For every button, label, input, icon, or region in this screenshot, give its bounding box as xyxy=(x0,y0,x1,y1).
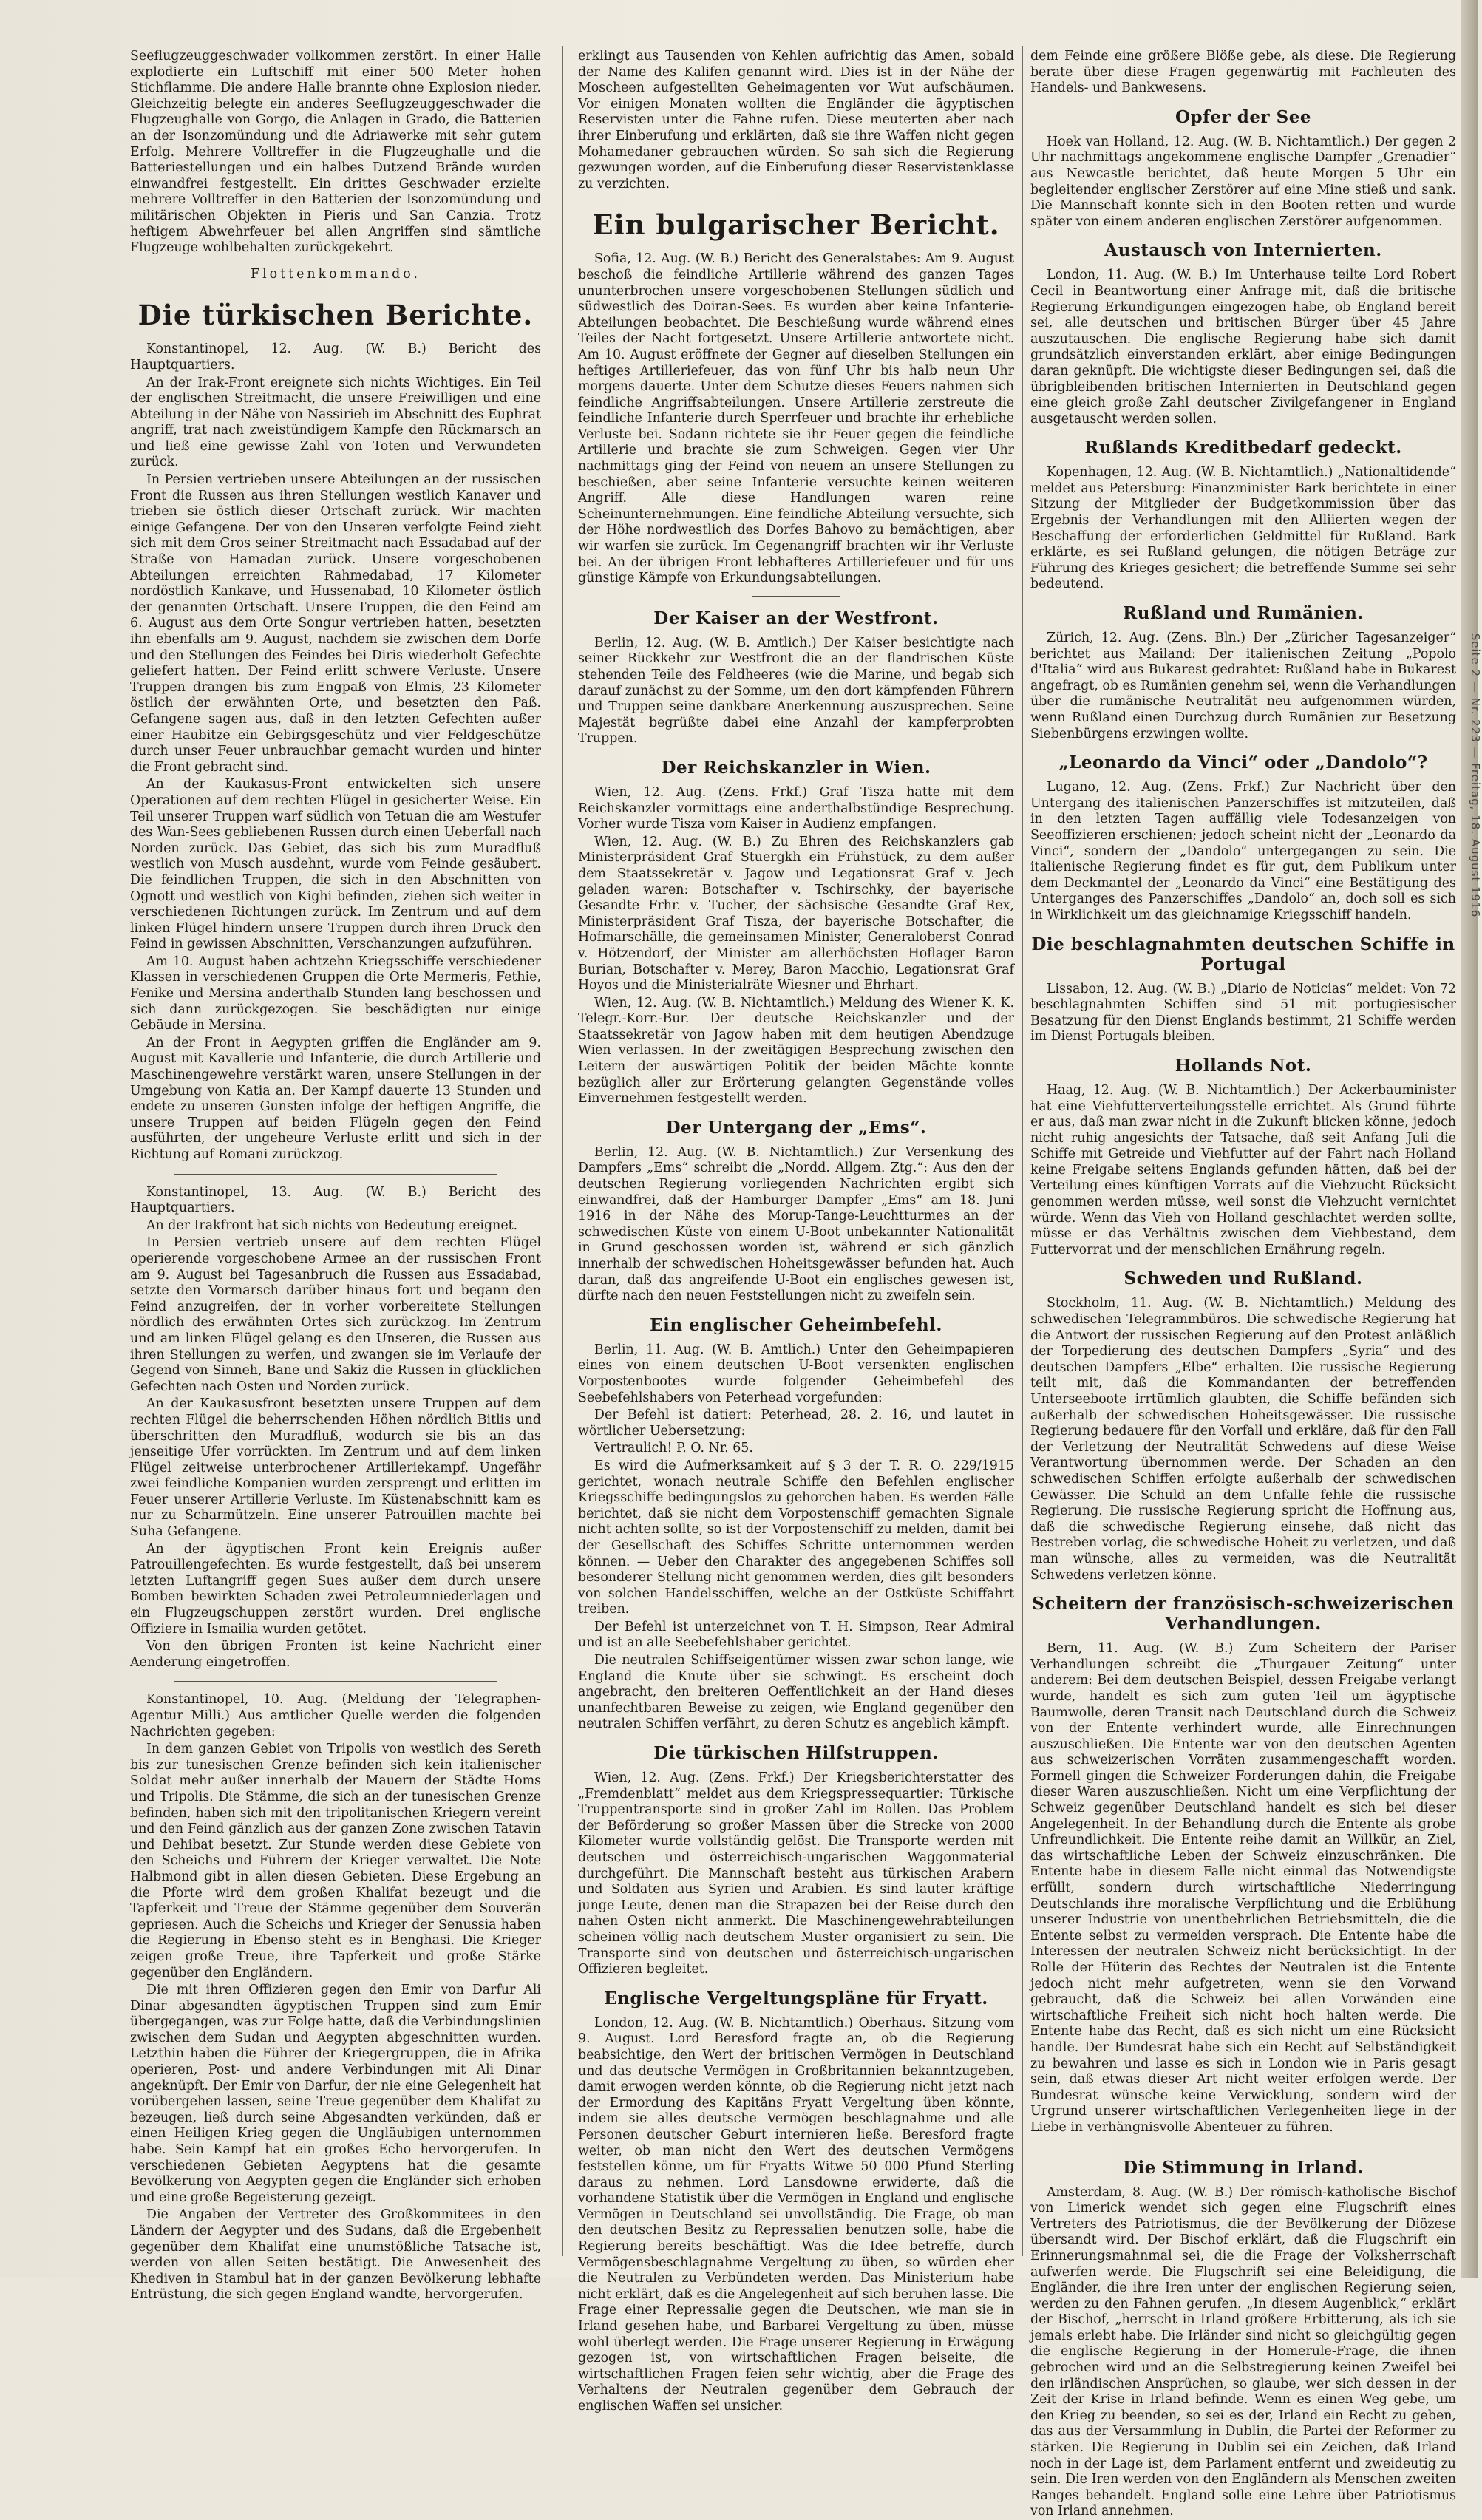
article-paragraph: An der Irak-Front ereignete sich nichts Wichtiges. Ein Teil der englischen Streitmacht, die unsere Freiwilligen und eine Abteilung in der Nähe von Nassirieh im Abschnitt des Euphrat angriff, trat nach zweistündigem Kampfe den Rückmarsch an und ließ eine gewisse Zahl von Toten und Verwundeten zurück. xyxy=(130,375,541,470)
article-headline: Ein englischer Geheimbefehl. xyxy=(650,1314,942,1335)
side-margin-text: Seite 2 — Nr. 223 — Freitag, 18. August 1916 xyxy=(1469,633,1482,918)
column-divider xyxy=(1022,46,1023,2256)
article-signature: Flottenkommando. xyxy=(251,266,421,282)
column-left xyxy=(130,49,541,2303)
article-paragraph: Haag, 12. Aug. (W. B. Nichtamtlich.) Der Ackerbauminister hat eine Viehfutterverteilungsstelle errichtet. Als Grund führte er aus, daß man zwar nicht in die Zukunft blicken könne, jedoch nicht ruhig angesichts der Tatsache, daß seit Anfang Juli die Schiffe mit Getreide und Viehfutter auf der Fahrt nach Holland keine Freigabe seitens Englands gefunden hätten, daß bei der Verteilung eines künftigen Vorrats auf die Viehzucht Rücksicht genommen werden müsse, weil sonst die Viehzucht vernichtet würde. Wenn das Vieh von Holland geschlachtet werden sollte, müsse er das Verhältnis zwischen dem Viehbestand, dem Futtervorrat und der menschlichen Ernährung regeln. xyxy=(1030,1082,1456,1257)
article-paragraph: An der Kaukasusfront besetzten unsere Truppen auf dem rechten Flügel die beherrschenden Höhen nördlich Bitlis und überschritten den Muradfluß, wodurch sie bis an das jenseitige Ufer vorrückten. Im Zentrum und auf dem linken Flügel zeitweise unterbrochener Artilleriekampf. Ungefähr zwei feindliche Kompanien wurden zersprengt und erlitten im Feuer unserer Artillerie Verluste. Im Küstenabschnitt kam es nur zu Scharmützeln. Eine unserer Patrouillen machte bei Suha Gefangene. xyxy=(130,1396,541,1540)
article-paragraph: Berlin, 11. Aug. (W. B. Amtlich.) Unter den Geheimpapieren eines von einem deutschen U-Boot versenkten englischen Vorpostenbootes wurde folgender Geheimbefehl des Seebefehlshabers von Peterhead vorgefunden: xyxy=(578,1342,1014,1405)
article-headline: „Leonardo da Vinci“ oder „Dandolo“? xyxy=(1058,753,1428,773)
article-paragraph: Vertraulich! P. O. Nr. 65. xyxy=(594,1441,753,1456)
column-divider xyxy=(562,46,563,2256)
article-paragraph: Konstantinopel, 10. Aug. (Meldung der Telegraphen-Agentur Milli.) Aus amtlicher Quelle werden die folgenden Nachrichten gegeben: xyxy=(130,1692,541,1739)
article-paragraph: Hoek van Holland, 12. Aug. (W. B. Nichtamtlich.) Der gegen 2 Uhr nachmittags angekommene englische Dampfer „Grenadier“ aus Newcastle berichtet, daß heute Morgen 5 Uhr ein begleitender englischer Zerstörer auf eine Mine stieß und sank. Die Mannschaft konnte sich in den Booten retten und wurde später von einem anderen englischen Zerstörer aufgenommen. xyxy=(1030,134,1456,229)
article-paragraph: Bern, 11. Aug. (W. B.) Zum Scheitern der Pariser Verhandlungen schreibt die „Thurgauer Zeitung“ unter anderem: Bei dem deutschen Beispiel, dessen Freigabe verlangt wurde, handelt es sich zum guten Teil um ägyptische Baumwolle, deren Transit nach Deutschland durch die Schweiz von der Entente verhindert wurde, alle Einrechnungen auszuschließen. Die Entente war von den deutschen Agenten aus schweizerischen Vorräten zusammengeschafft worden. Formell gingen die Schweizer Forderungen dahin, die Freigabe dieser Waren auszuschließen. Nicht um eine Verpflichtung der Schweiz gegenüber Deutschland handelt es sich bei dieser Angelegenheit. In der Behandlung durch die Entente als grobe Unfreundlichkeit. Die Entente reihe damit an Willkür, an Ziel, das wirtschaftliche Leben der Schweiz einzuschränken. Die Entente habe in diesem Falle nicht einmal das Notwendigste erfüllt, sondern durch wirtschaftliche Niederringung Deutschlands ihre moralische Verpflichtung und die Erblühung unserer Industrie von unentbehrlichen Betriebsmitteln, die die Entente selbst zu vermeiden versprach. Die Entente habe die Interessen der neutralen Schweiz nicht berücksichtigt. In der Rolle der Hüterin des Rechtes der Neutralen ist die Entente jedoch nicht mehr aufgetreten, wenn sie den Vorwand gebraucht, daß die Schweiz bei allen Vorwänden eine wirtschaftliche Freiheit sich nicht hoch halten werde. Die Entente habe das Recht, daß es sich nicht um eine Rücksicht handle. Der Bundesrat habe sich ein Recht auf Selbständigkeit zu bewahren und lasse es sich in London wie in Paris gesagt sein, daß etwas dieser Art nicht weiter erfolgen werde. Der Bundesrat wünsche keine Verwicklung, sondern wird der Urgrund unserer wirtschaftlichen Verlegenheiten liege in der Liebe in verhängnisvolle Abenteuer zu führen. xyxy=(1030,1641,1456,2135)
article-headline: Hollands Not. xyxy=(1175,1055,1312,1076)
article-headline: Die beschlagnahmten deutschen Schiffe in Portugal xyxy=(1031,934,1455,974)
article-paragraph: London, 11. Aug. (W. B.) Im Unterhause teilte Lord Robert Cecil in Beantwortung einer Anfrage mit, daß die britische Regierung Erkundigungen eingezogen habe, ob England bereit sei, alle deutschen und britischen Bürger über 45 Jahre auszutauschen. Die englische Regierung habe sich damit grundsätzlich einverstanden erklärt, aber einige Bedingungen daran geknüpft. Die wichtigste dieser Bedingungen sei, daß die übrigbleibenden britischen Internierten in Deutschland gegen eine gleich große Zahl deutscher Zivilgefangener in England ausgetauscht werden sollen. xyxy=(1030,268,1456,427)
article-paragraph: Berlin, 12. Aug. (W. B. Amtlich.) Der Kaiser besichtigte nach seiner Rückkehr zur Westfront die an der flandrischen Küste stehenden Teile des Feldheeres (wie die Marine, und begab sich darauf zunächst zu der Somme, um den dort kämpfenden Führern und Truppen seine dankbare Anerkennung auszusprechen. Seine Majestät begrüßte dabei eine Anzahl der kampferprobten Truppen. xyxy=(578,635,1014,747)
article-headline: Die türkischen Berichte. xyxy=(137,299,534,332)
article-paragraph: Am 10. August haben achtzehn Kriegsschiffe verschiedener Klassen in verschiedenen Gruppen die Orte Mermeris, Fethie, Fenike und Mersina anderthalb Stunden lang beschossen und sich dann zurückgezogen. Sie beschädigten nur einige Gebäude in Mersina. xyxy=(130,954,541,1033)
section-divider xyxy=(174,1174,497,1175)
section-divider xyxy=(752,596,840,597)
article-paragraph: Es wird die Aufmerksamkeit auf § 3 der T. R. O. 229/1915 gerichtet, wonach neutrale Schiffe den Befehlen englischer Kriegsschiffe bedingungslos zu gehorchen haben. Es werden Fälle berichtet, daß sie nicht dem Vorpostenschiff gemachten Signale nicht achten sollte, so ist der Vorpostenschiff zu melden, damit bei der Gesellschaft des Schiffes Schritte unternommen werden können. — Ueber den Charakter des angegebenen Schiffes soll besonderer Stellung nicht genommen werden, dies gilt besonders von solchen Handelsschiffen, welche an der Ostküste Schiffahrt treiben. xyxy=(578,1458,1014,1617)
article-paragraph: Zürich, 12. Aug. (Zens. Bln.) Der „Züricher Tagesanzeiger“ berichtet aus Mailand: Der italienischen Zeitung „Popolo d'Italia“ wird aus Bukarest gedrahtet: Rußland habe in Bukarest angefragt, ob es Rumänien genehm sei, wenn die Verhandlungen über die rumänische Neutralität neu aufgenommen würden, wenn Rußland einen Durchzug durch Rumänien zur Besetzung Siebenbürgens erzwingen wollte. xyxy=(1030,631,1456,741)
article-paragraph: Die neutralen Schiffseigentümer wissen zwar schon lange, wie England die Knute über sie schwingt. Es erscheint doch angebracht, den breiteren Oeffentlichkeit an der Hand dieses unanfechtbaren Beweise zu zeigen, wie England gegenüber den neutralen Schiffen verfährt, zu deren Schutz es angeblich kämpft. xyxy=(578,1653,1014,1732)
article-paragraph: Kopenhagen, 12. Aug. (W. B. Nichtamtlich.) „Nationaltidende“ meldet aus Petersburg: Finanzminister Bark berichtete in einer Sitzung der Mitglieder der Budgetkommission über das Ergebnis der Verhandlungen mit den Alliierten wegen der Beschaffung der erforderlichen Geldmittel für Rußland. Bark erklärte, es sei Rußland gelungen, die nötigen Beträge zur Führung des Krieges gesichert; die betreffende Summe sei sehr bedeutend. xyxy=(1030,465,1456,592)
article-headline: Der Untergang der „Ems“. xyxy=(665,1117,927,1138)
article-headline: Scheitern der französisch-schweizerischen Verhandlungen. xyxy=(1032,1594,1455,1634)
article-paragraph: Die Angaben der Vertreter des Großkommitees in den Ländern der Aegypter und des Sudans, daß die Ergebenheit gegenüber dem Khalifat eine unumstößliche Tatsache ist, werden von allen Seiten bestätigt. Die Anwesenheit des Khediven in Stambul hat in der ganzen Bevölkerung lebhafte Entrüstung, die sich gegen England wandte, hervorgerufen. xyxy=(130,2207,541,2303)
article-headline: Der Reichskanzler in Wien. xyxy=(661,757,931,778)
article-paragraph: Lissabon, 12. Aug. (W. B.) „Diario de Noticias“ meldet: Von 72 beschlagnahmten Schiffen sind 51 mit portugiesischer Besatzung für den Dienst Englands bestimmt, 21 Schiffe werden im Dienst Portugals bleiben. xyxy=(1030,981,1456,1045)
article-headline: Austausch von Internierten. xyxy=(1104,240,1382,261)
article-paragraph: Die mit ihren Offizieren gegen den Emir von Darfur Ali Dinar abgesandten ägyptischen Truppen sind zum Emir übergegangen, was zur Folge hatte, daß die Verbindungslinien zwischen dem Sudan und Aegypten abgeschnitten wurden. Letzthin haben die Führer der Kriegergruppen, die in Afrika operieren, Post- und andere Verbindungen mit Ali Dinar angeknüpft. Der Emir von Darfur, der nie eine Gelegenheit hat vorübergehen lassen, seine Treue gegenüber dem Khalifat zu bezeugen, ließ durch seine Abgesandten verkünden, daß er einen Heiligen Krieg gegen die Ungläubigen unternommen habe. Sein Kampf hat ein großes Echo hervorgerufen. In verschiedenen Gebieten Aegyptens hat die gesamte Bevölkerung von Aegypten gegen die Engländer sich erhoben und eine große Begeisterung gezeigt. xyxy=(130,1983,541,2205)
article-paragraph: Seeflugzeuggeschwader vollkommen zerstört. In einer Halle explodierte ein Luftschiff mit einer 500 Meter hohen Stichflamme. Die andere Halle brannte ohne Explosion nieder. Gleichzeitig belegte ein anderes Seeflugzeuggeschwader die Flugzeughalle von Gorgo, die Anlagen in Grado, die Batterien an der Isonzomündung und die Adriawerke mit sehr gutem Erfolg. Mehrere Volltreffer in die Flugzeughalle und die Batteriestellungen und ein halbes Dutzend Brände wurden einwandfrei festgestellt. Ein drittes Geschwader erzielte mehrere Volltreffer in den Batterien der Isonzomündung und militärischen Objekten in Pieris und San Canzia. Trotz heftigem Abwehrfeuer bei allen Angriffen sind sämtliche Flugzeuge wohlbehalten zurückgekehrt. xyxy=(130,49,541,256)
article-paragraph: An der Kaukasus-Front entwickelten sich unsere Operationen auf dem rechten Flügel in gesicherter Weise. Ein Teil unserer Truppen warf südlich von Tetuan die am Westufer des Wan-Sees gebliebenen Russen durch einen Ueberfall nach Norden zurück. Das Gebiet, das sich bis zum Muradfluß westlich von Musch ausdehnt, wurde vom Feinde gesäubert. Die feindlichen Truppen, die sich in den Abschnitten von Ognott und westlich von Kighi befinden, ziehen sich weiter in verschiedenen Richtungen zurück. Im Zentrum und auf dem linken Flügel hindern unsere Truppen durch ihren Druck den Feind in gewissen Abschnitten, Verschanzungen aufzuführen. xyxy=(130,777,541,952)
article-paragraph: Lugano, 12. Aug. (Zens. Frkf.) Zur Nachricht über den Untergang des italienischen Panzerschiffes ist mitzuteilen, daß in den letzten Tagen auffällig viele Todesanzeigen von Seeoffizieren erschienen; jedoch scheint nicht der „Leonardo da Vinci“, sondern der „Dandolo“ untergegangen zu sein. Die italienische Regierung findet es für gut, dem Publikum unter dem Deckmantel der „Leonardo da Vinci“ eine Bestätigung des Unterganges des Panzerschiffes „Dandolo“ an, doch soll es sich in Wirklichkeit um das gleichnamige Kriegsschiff handeln. xyxy=(1030,780,1456,923)
article-paragraph: Konstantinopel, 12. Aug. (W. B.) Bericht des Hauptquartiers. xyxy=(130,342,541,373)
article-paragraph: dem Feinde eine größere Blöße gebe, als diese. Die Regierung berate über diese Fragen gegenwärtig mit Fachleuten des Handels- und Bankwesens. xyxy=(1030,49,1456,96)
article-paragraph: Wien, 12. Aug. (Zens. Frkf.) Der Kriegsberichterstatter des „Fremdenblatt“ meldet aus dem Kriegspressequartier: Türkische Truppentransporte sind in großer Zahl im Rollen. Das Problem der Beförderung so großer Massen über die Strecke von 2000 Kilometer wurde vollständig gelöst. Die Transporte werden mit deutschen und österreichisch-ungarischen Waggonmaterial durchgeführt. Die Mannschaft besteht aus türkischen Arabern und Soldaten aus Syrien und Arabien. Es sind lauter kräftige junge Leute, denen man die Strapazen bei der Reise durch den nahen Osten nicht anmerkt. Die Maschinengewehrabteilungen scheinen völlig nach deutschem Muster organisiert zu sein. Die Transporte sind von deutschen und österreichisch-ungarischen Offizieren begleitet. xyxy=(578,1770,1014,1977)
article-headline: Rußland und Rumänien. xyxy=(1123,603,1364,624)
article-headline: Rußlands Kreditbedarf gedeckt. xyxy=(1084,438,1402,458)
article-paragraph: An der ägyptischen Front kein Ereignis außer Patrouillengefechten. Es wurde festgestellt, daß bei unserem letzten Luftangriff gegen Sues außer dem durch unsere Bomben bewirkten Schaden zwei Petroleumniederlagen und ein Flugzeugschuppen zerstört wurden. Drei englische Offiziere in Ismailia wurden getötet. xyxy=(130,1541,541,1637)
article-headline: Die Stimmung in Irland. xyxy=(1123,2157,1364,2178)
article-headline: Schweden und Rußland. xyxy=(1124,1269,1363,1289)
article-paragraph: Der Befehl ist datiert: Peterhead, 28. 2. 16, und lautet in wörtlicher Uebersetzung: xyxy=(578,1407,1014,1439)
article-paragraph: In Persien vertrieb unsere auf dem rechten Flügel operierende vorgeschobene Armee an der russischen Front am 9. August bei Tagesanbruch die Russen aus Essadabad, setzte den Vormarsch darüber hinaus fort und begann den Feind anzugreifen, der in vorher vorbereitete Stellungen nördlich des erwähnten Ortes sich zurückzog. Im Zentrum und am linken Flügel gelang es den Unseren, die Russen aus ihren Stellungen zu werfen, und zwangen sie im Verlaufe der Gegend von Sinneh, Bane und Sakiz die Russen in glücklichen Gefechten nach Osten und Norden zurück. xyxy=(130,1235,541,1394)
article-paragraph: Konstantinopel, 13. Aug. (W. B.) Bericht des Hauptquartiers. xyxy=(130,1184,541,1216)
article-paragraph: Wien, 12. Aug. (W. B.) Zu Ehren des Reichskanzlers gab Ministerpräsident Graf Stuergkh ein Frühstück, zu dem außer dem Staatssekretär v. Jagow und Legationsrat Graf v. Jech geladen waren: Botschafter v. Tschirschky, der bayerische Gesandte Frhr. v. Tucher, der sächsische Gesandte Graf Rex, Ministerpräsident Graf Tisza, der bayerische Botschafter, die Hofmarschälle, die gemeinsamen Minister, Generaloberst Conrad v. Hötzendorf, der Minister am allerhöchsten Hoflager Baron Burian, Botschafter v. Merey, Baron Macchio, Legationsrat Graf Hoyos und die Ministerialräte Wiesner und Ehrhart. xyxy=(578,834,1014,994)
article-headline: Opfer der See xyxy=(1175,106,1311,127)
article-paragraph: Sofia, 12. Aug. (W. B.) Bericht des Generalstabes: Am 9. August beschoß die feindliche Artillerie während des ganzen Tages ununterbrochen unsere vorgeschobenen Stellungen südlich und südwestlich des Doiran-Sees. Es wurden aber keine Infanterie-Abteilungen beobachtet. Die Beschießung wurde während eines Teiles der Nacht fortgesetzt. Unsere Artillerie antwortete nicht. Am 10. August eröffnete der Gegner auf dieselben Stellungen ein heftiges Artilleriefeuer, das von fünf Uhr bis halb neun Uhr morgens dauerte. Unter dem Schutze dieses Feuers nahmen sich feindliche Angriffsabteilungen. Unsere Artillerie zerstreute die feindliche Infanterie durch Sperrfeuer und brachte ihr erhebliche Verluste bei. Sodann richtete sie ihr Feuer gegen die feindliche Artillerie und brachte sie zum Schweigen. Gegen vier Uhr nachmittags ging der Feind von neuem an unsere Stellungen zu beschießen, aber seine Infanterie versuchte keinen weiteren Angriff. Alle diese Handlungen waren reine Scheinunternehmungen. Eine feindliche Abteilung versuchte, sich der Höhe nordwestlich des Dorfes Bahovo zu bemächtigen, aber wir warfen sie zurück. Im Gegenangriff brachten wir ihr Verluste bei. An der übrigen Front lebhafteres Artilleriefeuer und für uns günstige Kämpfe von Erkundungsabteilungen. xyxy=(578,251,1014,586)
article-paragraph: An der Irakfront hat sich nichts von Bedeutung ereignet. xyxy=(146,1217,518,1233)
article-paragraph: erklingt aus Tausenden von Kehlen aufrichtig das Amen, sobald der Name des Kalifen genannt wird. Dies ist in der Nähe der Moscheen aufgestellten Geheimagenten vor Wut aufschäumen. Vor einigen Monaten wollten die Engländer die ägyptischen Reservisten unter die Fahne rufen. Diese meuterten aber nach ihrer Einberufung und erklärten, daß sie ihre Waffen nicht gegen Mohamedaner gebrauchen würden. So sah sich die Regierung gezwungen worden, auf die Einberufung dieser Reservistenklasse zu verzichten. xyxy=(578,49,1014,191)
article-paragraph: Wien, 12. Aug. (Zens. Frkf.) Graf Tisza hatte mit dem Reichskanzler vormittags eine anderthalbstündige Besprechung. Vorher wurde Tisza vom Kaiser in Audienz empfangen. xyxy=(578,784,1014,832)
article-paragraph: An der Front in Aegypten griffen die Engländer am 9. August mit Kavallerie und Infanterie, die durch Artillerie und Maschinengewehre verstärkt waren, unsere Stellungen in der Umgebung von Katia an. Der Kampf dauerte 13 Stunden und endete zu unseren Gunsten infolge der heftigen Angriffe, die unsere Truppen auf beiden Flügeln gegen den Feind ausführten, der ungeheure Verluste erlitt und sich in der Richtung auf Romani zurückzog. xyxy=(130,1035,541,1162)
column-right xyxy=(1030,49,1456,2519)
article-paragraph: In dem ganzen Gebiet von Tripolis von westlich des Sereth bis zur tunesischen Grenze befinden sich kein italienischer Soldat mehr außer innerhalb der Mauern der Städte Homs und Tripolis. Die Stämme, die sich an der tunesischen Grenze befinden, haben sich mit den tripolitanischen Kriegern vereint und den Feind gänzlich aus der ganzen Zone zwischen Tatavin und Dehibat besetzt. Zur Stunde werden diese Gebiete von den Scheichs und Führern der Krieger verwaltet. Die Note Halbmond gibt in allen diesen Gebieten. Diese Ergebung an die Pforte wird dem großen Khalifat bezeugt und die Tapferkeit und Treue der Stämme gegenüber dem Souverän gepriesen. Auch die Scheichs und Krieger der Senussia haben die Regierung in Ebenso steht es in Benghasi. Die Krieger zeigen große Treue, ihre Tapferkeit und große Stärke gegenüber den Engländern. xyxy=(130,1742,541,1980)
article-headline: Englische Vergeltungspläne für Fryatt. xyxy=(604,1988,988,2008)
section-divider xyxy=(174,1681,497,1682)
article-paragraph: Von den übrigen Fronten ist keine Nachricht einer Aenderung eingetroffen. xyxy=(130,1639,541,1670)
article-paragraph: Amsterdam, 8. Aug. (W. B.) Der römisch-katholische Bischof von Limerick wendet sich gegen eine Flugschrift eines Vertreters des Patriotismus, die der Bevölkerung der Diözese übersandt wird. Der Bischof erklärt, daß die Flugschrift ein Erinnerungsmahnmal sei, die die Frage der Volksherrschaft aufwerfen werde. Die Flugschrift sei eine Beleidigung, die Engländer, die ihre Iren unter der englischen Regierung seien, werden zu den Fahnen gerufen. „In diesem Augenblick,“ erklärt der Bischof, „herrscht in Irland größere Erbitterung, als ich sie jemals erlebt habe. Die Irländer sind nicht so gleichgültig gegen die englische Regierung in der Homerule-Frage, die ihnen gebrochen wird und an die Selbstregierung keinen Zweifel bei den irländischen Ansprüchen, so glaube, wer sich dessen in der Zeit der Krise in Irland befinde. Wenn es einen Weg gebe, um den Krieg zu beenden, so sei es der, Irland ein Recht zu geben, das aus der Versammlung in Dublin, die Partei der Reformer zu stärken. Die Regierung in Dublin sei ein Zeichen, daß Irland noch in der Lage ist, dem Parlament entfernt und zweideutig zu sein. Die Iren werden von den Engländern als Menschen zweiten Ranges behandelt. England solle eine Lehre über Patriotismus von Irland annehmen. xyxy=(1030,2184,1456,2519)
article-paragraph: Berlin, 12. Aug. (W. B. Nichtamtlich.) Zur Versenkung des Dampfers „Ems“ schreibt die „Nordd. Allgem. Ztg.“: Aus den der deutschen Regierung vorliegenden Nachrichten ergibt sich einwandfrei, daß der Hamburger Dampfer „Ems“ am 18. Juni 1916 in der Nähe des Morup-Tange-Leuchtturmes an der schwedischen Küste von einem U-Boot unbekannter Nationalität in Grund geschossen worden ist, während er sich gänzlich innerhalb der schwedischen Hoheitsgewässer befunden hat. Auch daran, daß das angreifende U-Boot ein englisches gewesen ist, dürfte nach den neuen Feststellungen nicht zu zweifeln sein. xyxy=(578,1144,1014,1304)
article-headline: Die türkischen Hilfstruppen. xyxy=(653,1743,939,1764)
article-headline: Der Kaiser an der Westfront. xyxy=(653,608,939,628)
article-paragraph: Der Befehl ist unterzeichnet von T. H. Simpson, Rear Admiral und ist an alle Seebefehlshaber gerichtet. xyxy=(578,1619,1014,1651)
article-headline: Ein bulgarischer Bericht. xyxy=(592,208,1000,242)
page-edge-strip xyxy=(1461,0,1482,2278)
column-middle xyxy=(578,49,1014,2414)
article-paragraph: In Persien vertrieben unsere Abteilungen an der russischen Front die Russen aus ihren Stellungen westlich Kanaver und trieben sie östlich dieser Ortschaft zurück. Wir machten einige Gefangene. Der von den Unseren verfolgte Feind zieht sich mit dem Gros seiner Streitmacht nach Essadabad auf der Straße von Hamadan zurück. Unsere vorgeschobenen Abteilungen erreichten Rahmedabad, 17 Kilometer nordöstlich Kankave, und Hussenabad, 10 Kilometer östlich der genannten Ortschaft. Unsere Truppen, die den Feind am 6. August aus dem Orte Songur vertrieben hatten, besetzten ihn ebenfalls am 9. August, nachdem sie zwischen dem Dorfe und den Stellungen des Feindes bei Diris wiederholt Gefechte geliefert hatten. Der Feind erlitt schwere Verluste. Unsere Truppen drangen bis zum Engpaß von Elmis, 23 Kilometer östlich der erwähnten Orte, und besetzten den Paß. Gefangene sagen aus, daß in den letzten Gefechten außer einer Haubitze ein Gebirgsgeschütz und vier Feldgeschütze durch unser Feuer unbrauchbar gemacht wurden und hinter die Front gebracht sind. xyxy=(130,472,541,775)
article-paragraph: Stockholm, 11. Aug. (W. B. Nichtamtlich.) Meldung des schwedischen Telegrammbüros. Die schwedische Regierung hat die Antwort der russischen Regierung auf den Protest anläßlich der Torpedierung des deutschen Dampfers „Syria“ und des deutschen Dampfers „Elbe“ erhalten. Die russische Regierung teilt mit, daß die Kommandanten der betreffenden Unterseeboote irrtümlich glaubten, die Schiffe befänden sich außerhalb der schwedischen Hoheitsgewässer. Die russische Regierung bedauere für den Vorfall und erkläre, daß für den Fall der Verletzung der Neutralität Schwedens auf diese Weise Verantwortung übernommen werde. Der Schaden an den schwedischen Schiffen erfolgte außerhalb der schwedischen Gewässer. Die Schuld an dem Unfalle fehle die russische Regierung. Die russische Regierung spricht die Hoffnung aus, daß die schwedische Regierung einsehe, daß nicht das Bestreben vorlag, die schwedische Hoheit zu verletzen, und daß man wünsche, alles zu vermeiden, was die Neutralität Schwedens verletzen könne. xyxy=(1030,1296,1456,1583)
article-paragraph: Wien, 12. Aug. (W. B. Nichtamtlich.) Meldung des Wiener K. K. Telegr.-Korr.-Bur. Der deutsche Reichskanzler und der Staatssekretär von Jagow haben mit dem heutigen Abendzuge Wien verlassen. In der zweitägigen Besprechung zwischen den Leitern der auswärtigen Politik der beiden Mächte konnte bezüglich aller zur Erörterung gelangten Gegenstände volles Einvernehmen festgestellt werden. xyxy=(578,995,1014,1107)
article-paragraph: London, 12. Aug. (W. B. Nichtamtlich.) Oberhaus. Sitzung vom 9. August. Lord Beresford fragte an, ob die Regierung beabsichtige, den Wert der britischen Vermögen in Deutschland und das deutsche Vermögen in Großbritannien bekanntzugeben, damit erwogen werden könnte, ob die Regierung nicht jetzt nach der Ermordung des Kapitäns Fryatt Vergeltung üben könnte, indem sie alles deutsche Vermögen beschlagnahme und alle Personen deutscher Geburt internieren ließe. Beresford fragte weiter, ob man nicht den Wert des deutschen Vermögens feststellen könne, um für Fryatts Witwe 50 000 Pfund Sterling daraus zu nehmen. Lord Lansdowne erwiderte, daß die vorhandene Statistik über die Vermögen in England und englische Vermögen in Deutschland sei unvollständig. Die Frage, ob man den deutschen Besitz zu Repressalien benutzen solle, habe die Regierung bereits beschäftigt. Was die Idee betreffe, durch Vermögensbeschlagnahme Vergeltung zu üben, so würden eher die Neutralen zu Verbündeten werden. Das Ministerium habe nicht erklärt, daß es die Angelegenheit auf sich beruhen lasse. Die Frage einer Repressalie gegen die Deutschen, wie man sie in Irland gesehen habe, und Barbarei Vergeltung zu üben, müsse wohl überlegt werden. Die Frage unserer Regierung in Erwägung gezogen ist, von wirtschaftlichen Fragen beiseite, die wirtschaftlichen Fragen feien sehr wichtig, aber die Frage des Verhaltens der Neutralen gegenüber dem Gebrauch der englischen Waffen sei unsicher. xyxy=(578,2015,1014,2414)
